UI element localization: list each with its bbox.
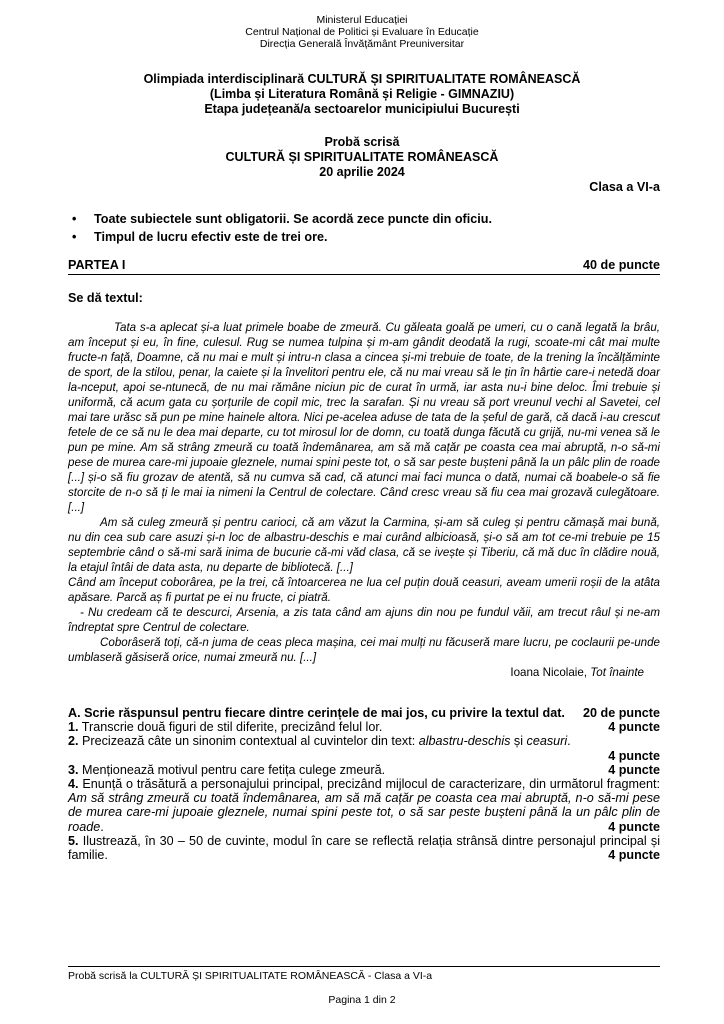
question-number: 4. [68, 777, 79, 792]
exam-line-2: CULTURĂ ȘI SPIRITUALITATE ROMÂNEASCĂ [225, 150, 499, 164]
page-number: Pagina 1 din 2 [328, 994, 396, 1006]
class-label: Clasa a VI-a [589, 180, 660, 194]
question-text: Menționează motivul pentru care fetița culege zmeură. [82, 762, 386, 777]
olympiad-title [0, 72, 724, 117]
part-points: 40 de puncte [583, 258, 660, 272]
question-points: 4 puncte [608, 720, 660, 735]
header-line-1: Ministerul Educației [316, 14, 408, 26]
instruction-item: • Toate subiectele sunt obligatorii. Se acordă zece puncte din oficiu. [68, 210, 660, 228]
text-work: Tot înainte [590, 666, 644, 679]
literary-text [68, 320, 660, 680]
question-term: albastru-deschis [418, 734, 511, 749]
instructions [68, 210, 660, 246]
text-paragraph-1: Tata s-a aplecat și-a luat primele boabe de zmeură. Cu găleata goală pe umeri, cu o cană legată la brâu, am început și eu, în fine, culesul. Rug se numea tulpina și m-am gândit deodată la rugi, scoate-mi cât mai multe fructe-n față, Doamne, că nu mai e mult și intru-n clasa a cincea și-mi trebuie de toate, de la trening la încălțăminte de sport, de la stilou, penar, la caiete și la învelitori pentru ele, că nu mai vreau să le țin în hârtie care-i netedă doar la-nceput, apoi se-ntunecă, de nu mai rămâne niciun pic de curat în urmă, iar asta nu-i bine deloc. Îmi trebuie și uniformă, că acum gata cu șorțurile de copil mic, trec la sarafan. Și nu vreau să port vreunul vechi al Savetei, cel mai tare urăsc să pun pe mine hainele altora. Nici pe-acelea aduse de tata de la șeful de gară, că dacă i-au crescut fetele de ce să nu le dea mai departe, cu tot mirosul lor de domn, cu toată dunga făcută cu grijă, nu-mi venea să le pun pe mine. Am să strâng zmeură cu toată îndemânarea, am să mă cațăr pe coasta cea mai abruptă, n-o să-mi pese de murea care-mi jupoaie gleznele, numai spini peste tot, o să sar peste bușteni până la un pâlc plin de roade [...] și-o să fiu grozav de atentă, să nu cumva să cad, că atunci mai faci munca o dată, numai că boabele-o să fie storcite de n-o să ți le mai ia nimeni la Centrul de colectare. Când cresc vreau să fiu cea mai grozavă culegătoare. [...] [68, 321, 660, 514]
question-points: 4 puncte [608, 848, 660, 863]
question-quote: Am să strâng zmeură cu toată îndemânarea, am să mă cațăr pe coasta cea mai abruptă, n-o să-mi pese de murea care-mi jupoaie gleznele, numai spini peste tot, o să sar peste bușteni până la un pâlc plin de roade [68, 791, 660, 834]
question-points: 4 puncte [608, 762, 660, 777]
olympiad-line-3: Etapa județeană/a sectoarelor municipiului București [204, 102, 520, 116]
text-author: Ioana Nicolaie, [510, 666, 591, 679]
instruction-item: • Timpul de lucru efectiv este de trei ore. [68, 228, 660, 246]
intro-label: Se dă textul: [68, 291, 143, 305]
question-1 [68, 720, 660, 734]
question-number: 1. [68, 720, 79, 735]
question-end: . [567, 734, 571, 749]
part-heading [68, 258, 660, 275]
question-conjunction: și [510, 734, 527, 749]
olympiad-line-2: (Limba și Literatura Română și Religie - GIMNAZIU) [209, 87, 515, 101]
question-4 [68, 777, 660, 834]
exam-line-1: Probă scrisă [324, 135, 400, 149]
question-number: 3. [68, 762, 79, 777]
section-a-points: 20 de puncte [583, 706, 660, 720]
section-a [68, 706, 660, 862]
header-line-2: Centrul Național de Politici și Evaluare în Educație [245, 26, 479, 38]
footer-text: Probă scrisă la CULTURĂ ȘI SPIRITUALITATE ROMÂNEASCĂ - Clasa a VI-a [68, 970, 433, 982]
question-text: Enunță o trăsătură a personajului principal, precizând mijlocul de caracterizare, din următorul fragment: [82, 777, 660, 792]
question-points: 4 puncte [608, 748, 660, 763]
part-title: PARTEA I [68, 258, 126, 272]
question-number: 2. [68, 734, 79, 749]
exam-title [0, 135, 724, 180]
question-2 [68, 734, 660, 762]
section-a-title: A. Scrie răspunsul pentru fiecare dintre cerințele de mai jos, cu privire la textul dat. [68, 706, 565, 720]
header-line-3: Direcția Generală Învățământ Preuniversitar [259, 38, 465, 50]
text-paragraph-3: Când am început coborârea, pe la trei, că întoarcerea ne lua cel puțin două ceasuri, aveam umerii roșii de la atâta apăsare. Parcă aș fi purtat pe ei nu fructe, ci piatră. [68, 576, 660, 604]
olympiad-line-1: Olimpiada interdisciplinară CULTURĂ ȘI SPIRITUALITATE ROMÂNEASCĂ [143, 72, 581, 86]
text-paragraph-4: - Nu credeam că te descurci, Arsenia, a zis tata când am ajuns din nou pe fundul văii, am trecut râul și ne-am îndreptat spre Centrul de colectare. [68, 606, 660, 634]
ministry-header [0, 14, 724, 50]
question-text: Ilustrează, în 30 – 50 de cuvinte, modul în care se reflectă relația strânsă dintre personajul principal și familie. [68, 833, 661, 863]
text-paragraph-2: Am să culeg zmeură și pentru carioci, că am văzut la Carmina, și-am să culeg și pentru cămașă mai bună, nu din cea sub care asuzi și-n loc de albastru-deschis e mai curând albicioasă, și-o să am tot ce-mi trebuie pe 15 septembrie când o să-mi sară inima de bucurie că-mi văd clasa, că se ivește și Tiberiu, că mă duc în clădire nouă, la etajul întâi de data asta, nu departe de bibliotecă. [...] [68, 516, 660, 574]
text-paragraph-5: Coborâseră toți, că-n juma de ceas pleca mașina, cei mai mulți nu făcuseră mare lucru, pe coclaurii pe-unde umblaseră găsiseră orice, numai zmeură nu. [...] [68, 636, 660, 664]
question-text: Transcrie două figuri de stil diferite, precizând felul lor. [81, 720, 383, 735]
question-points: 4 puncte [608, 819, 660, 834]
footer-divider [68, 966, 660, 967]
text-source [68, 665, 660, 680]
section-a-heading [68, 706, 660, 720]
question-text: Precizează câte un sinonim contextual al cuvintelor din text: [82, 734, 419, 749]
question-5 [68, 834, 660, 862]
question-term: ceasuri [526, 734, 568, 749]
question-3 [68, 763, 660, 777]
question-end: . [100, 819, 104, 834]
exam-date: 20 aprilie 2024 [319, 165, 405, 179]
question-number: 5. [68, 833, 79, 848]
